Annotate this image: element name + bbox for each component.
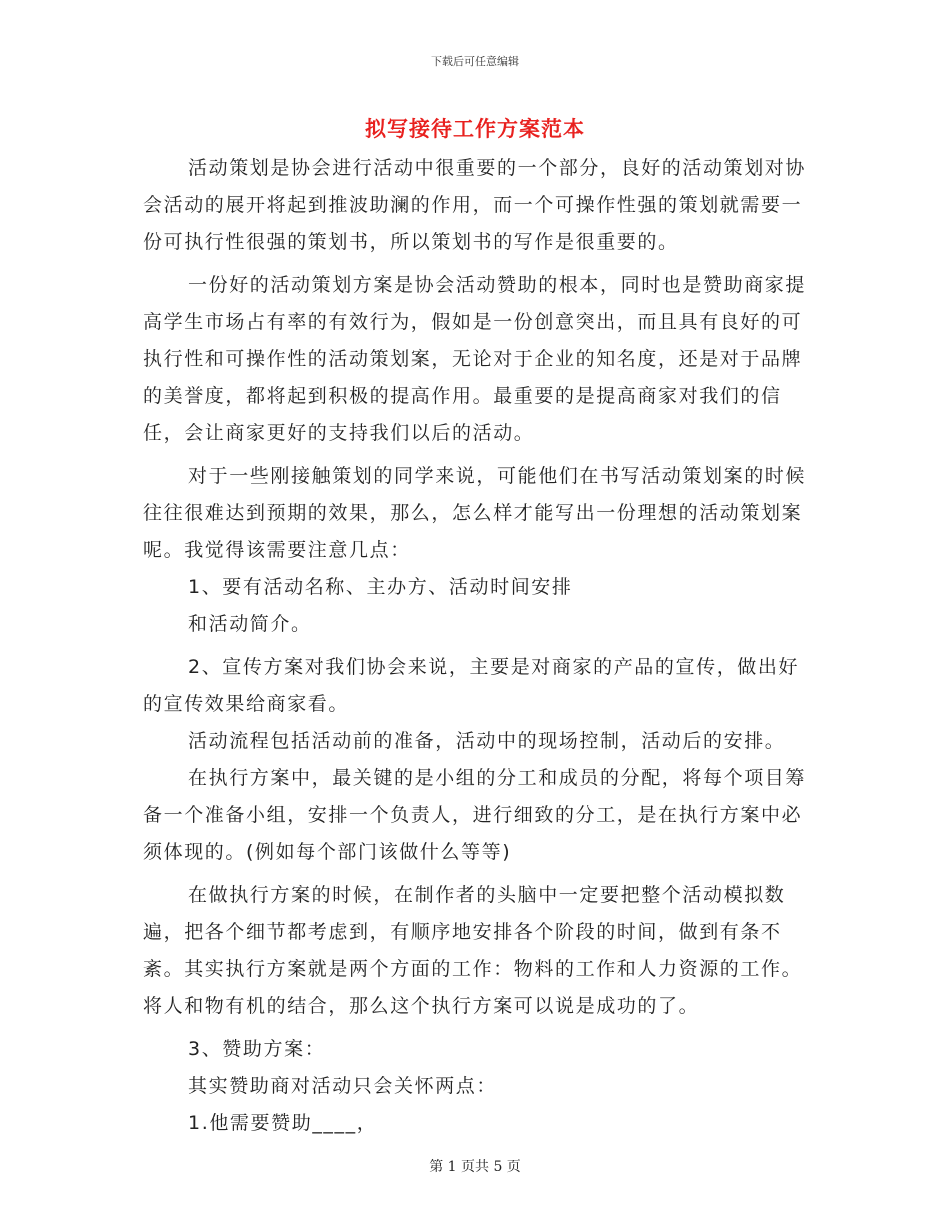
header-note: 下载后可任意编辑 <box>431 55 519 68</box>
paragraph-process: 活动流程包括活动前的准备，活动中的现场控制，活动后的安排。 <box>188 730 786 752</box>
sponsor-point-1: 1.他需要赞助____， <box>188 1112 378 1134</box>
document-title: 拟写接待工作方案范本 <box>365 117 585 141</box>
paragraph-beginners: 对于一些刚接触策划的同学来说，可能他们在书写活动策划案的时候往往很难达到预期的效果，那么，怎么样才能写出一份理想的活动策划案呢。我觉得该需要注意几点： <box>143 465 807 561</box>
paragraph-sponsor-concerns: 其实赞助商对活动只会关怀两点： <box>188 1075 498 1097</box>
paragraph-simulation: 在做执行方案的时候，在制作者的头脑中一定要把整个活动模拟数遍，把各个细节都考虑到，有顺序地安排各个阶段的时间，做到有条不紊。其实执行方案就是两个方面的工作：物料的工作和人力资源的工作。将人和物有机的结合，那么这个执行方案可以说是成功的了。 <box>143 884 803 1017</box>
paragraph-execution: 在执行方案中，最关键的是小组的分工和成员的分配，将每个项目筹备一个准备小组，安排一个负责人，进行细致的分工，是在执行方案中必须体现的。(例如每个部门该做什么等等) <box>143 767 807 863</box>
page-number: 第 1 页共 5 页 <box>429 1159 521 1175</box>
document-body <box>143 150 811 1142</box>
paragraph-importance: 一份好的活动策划方案是协会活动赞助的根本，同时也是赞助商家提高学生市场占有率的有效行为，假如是一份创意突出，而且具有良好的可执行性和可操作性的活动策划案，无论对于企业的知名度，还是对于品牌的美誉度，都将起到积极的提高作用。最重要的是提高商家对我们的信任，会让商家更好的支持我们以后的活动。 <box>143 274 807 444</box>
paragraph-intro: 活动策划是协会进行活动中很重要的一个部分，良好的活动策划对协会活动的展开将起到推波助澜的作用，而一个可操作性强的策划就需要一份可执行性很强的策划书，所以策划书的写作是很重要的。 <box>143 157 807 253</box>
point-3-heading: 3、赞助方案： <box>188 1038 326 1060</box>
point-1-line-1: 1、要有活动名称、主办方、活动时间安排 <box>188 576 573 598</box>
point-1-line-2: 和活动简介。 <box>188 613 312 635</box>
point-2-paragraph: 2、宣传方案对我们协会来说，主要是对商家的产品的宣传，做出好的宣传效果给商家看。 <box>143 656 800 715</box>
